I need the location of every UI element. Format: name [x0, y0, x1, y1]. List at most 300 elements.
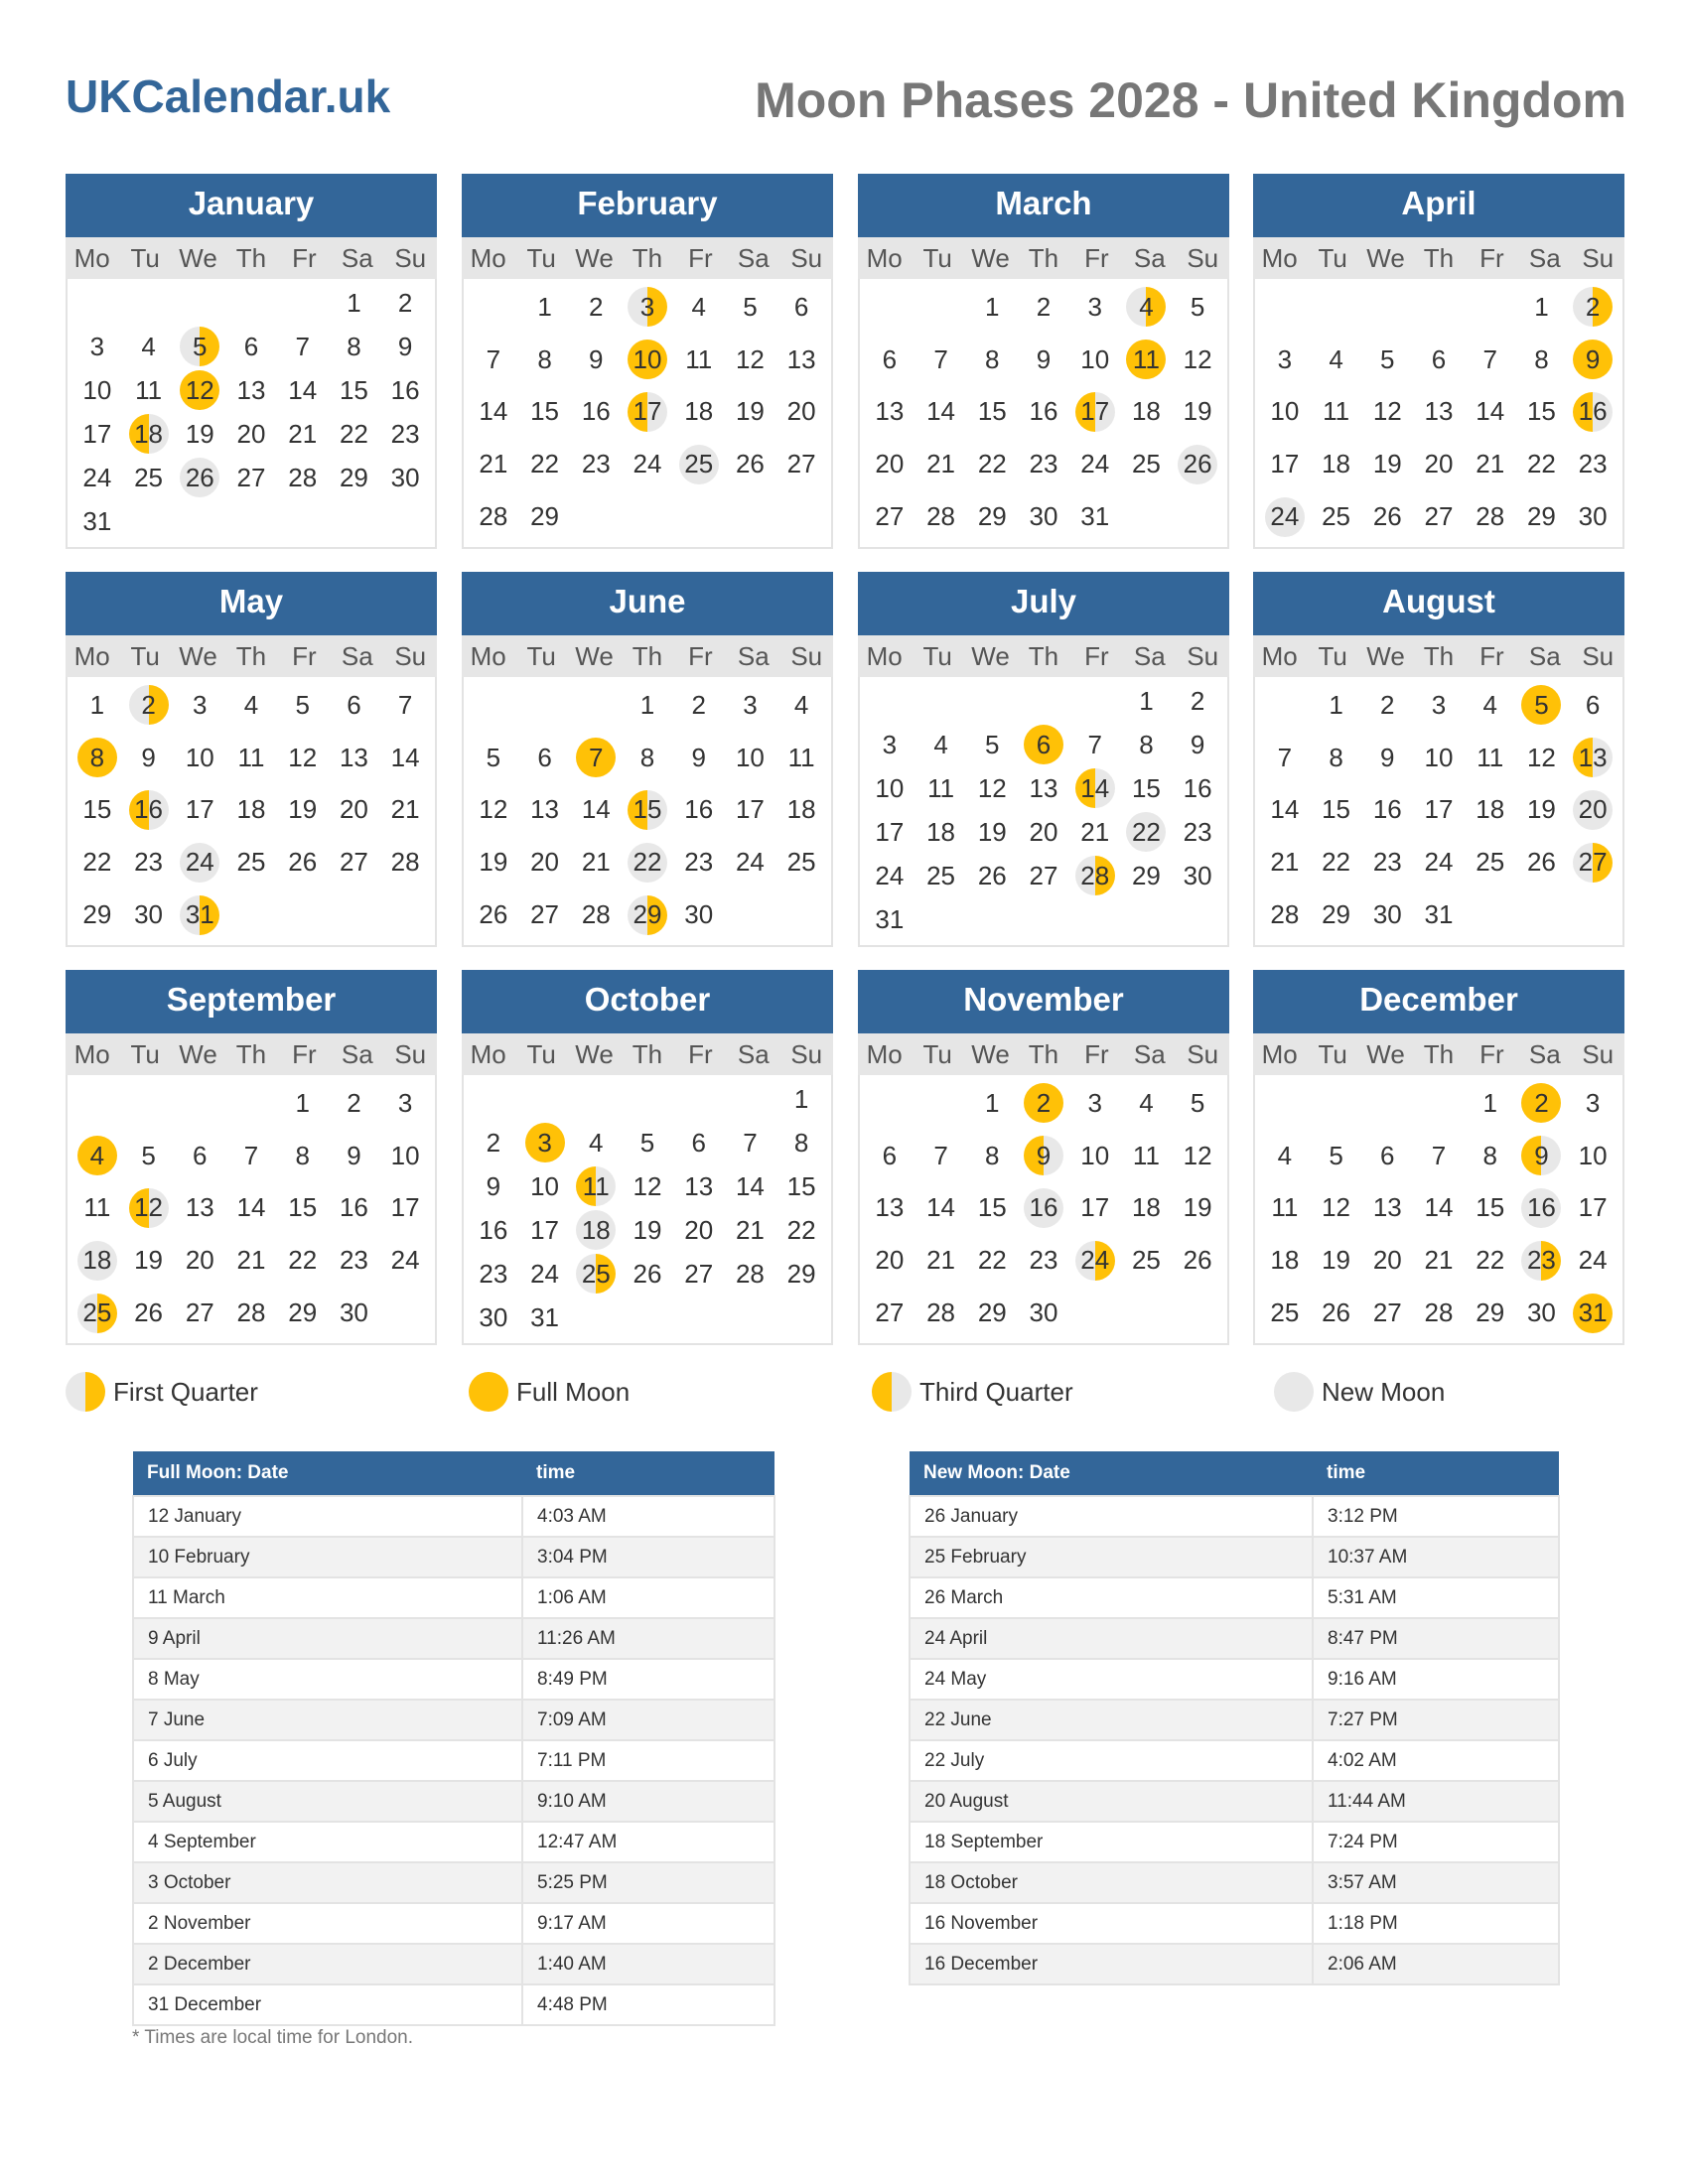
day-number: 19 — [633, 1214, 662, 1245]
day-number: 11 — [83, 1192, 111, 1223]
day-number: 22 — [1126, 812, 1166, 852]
day-number: 2 — [1036, 291, 1052, 322]
day-cell — [1069, 1130, 1121, 1182]
day-cell — [966, 766, 1018, 810]
time-cell: 9:16 AM — [1313, 1659, 1559, 1700]
weekday-label: Su — [394, 242, 427, 273]
day-cell — [71, 456, 123, 499]
day-cell — [174, 732, 225, 784]
legend-label: Third Quarter — [919, 1376, 1073, 1407]
day-number: 15 — [339, 374, 368, 405]
day-number: 13 — [530, 794, 560, 825]
time-cell: 12:47 AM — [522, 1822, 774, 1862]
table-row — [910, 1700, 1559, 1740]
day-cell — [966, 1287, 1018, 1339]
table-row — [910, 1537, 1559, 1577]
day-cell — [123, 325, 175, 368]
day-cell — [123, 368, 175, 412]
day-cell-new — [1121, 810, 1173, 854]
month-name: June — [462, 572, 833, 635]
day-cell — [174, 1182, 225, 1235]
day-cell — [725, 1164, 776, 1208]
day-cell — [725, 836, 776, 888]
day-number: 11 — [1126, 340, 1166, 379]
time-cell: 1:06 AM — [522, 1577, 774, 1618]
column-header: Full Moon: Date — [133, 1451, 522, 1496]
day-number: 17 — [185, 794, 214, 825]
day-number: 3 — [1277, 343, 1293, 374]
day-cell — [379, 412, 431, 456]
day-number: 15 — [288, 1192, 318, 1223]
day-cell-tq — [622, 386, 673, 439]
day-number: 16 — [1372, 794, 1402, 825]
day-number: 28 — [288, 462, 318, 492]
weekday-label: Fr — [292, 1038, 317, 1069]
day-cell — [1018, 854, 1069, 897]
day-number: 17 — [530, 1214, 560, 1245]
day-cell — [1121, 1182, 1173, 1235]
day-number: 13 — [875, 396, 905, 427]
weekday-label: Mo — [1261, 1038, 1298, 1069]
day-cell-full — [622, 334, 673, 386]
day-number: 2 — [1521, 1083, 1561, 1123]
day-number: 30 — [390, 462, 420, 492]
day-number: 15 — [628, 790, 667, 830]
day-cell — [519, 836, 571, 888]
day-cell — [864, 490, 915, 543]
weekday-header — [462, 635, 833, 677]
day-cell — [225, 1234, 277, 1287]
day-cell-tq — [1069, 386, 1121, 439]
day-number: 27 — [185, 1297, 214, 1328]
weekday-label: Tu — [526, 242, 556, 273]
day-cell — [1259, 334, 1311, 386]
day-cell — [123, 732, 175, 784]
site-logo[interactable]: UKCalendar.uk — [66, 70, 391, 122]
day-grid — [1255, 279, 1622, 545]
day-cell — [519, 1208, 571, 1252]
day-cell — [1516, 281, 1568, 334]
date-cell: 8 May — [133, 1659, 522, 1700]
table-row — [910, 1659, 1559, 1700]
day-cell — [915, 1130, 967, 1182]
day-cell — [1259, 438, 1311, 490]
day-cell — [1567, 438, 1618, 490]
day-cell — [1172, 386, 1223, 439]
day-number: 11 — [787, 742, 815, 772]
day-number: 16 — [1029, 396, 1058, 427]
day-cell — [1465, 490, 1516, 543]
day-number: 23 — [339, 1245, 368, 1276]
weekday-label: Th — [632, 640, 663, 671]
day-number: 21 — [479, 449, 508, 479]
day-number: 8 — [985, 343, 1000, 374]
weekday-label: Sa — [1133, 640, 1166, 671]
day-cell-new — [1259, 490, 1311, 543]
day-number: 26 — [180, 458, 219, 497]
day-cell — [1361, 732, 1413, 784]
day-grid — [68, 1075, 435, 1341]
day-number: 10 — [1578, 1140, 1608, 1170]
day-number: 21 — [288, 418, 318, 449]
day-number: 23 — [1029, 449, 1058, 479]
month-october — [462, 970, 833, 1345]
day-cell — [622, 1252, 673, 1296]
time-cell: 1:40 AM — [522, 1944, 774, 1984]
day-number: 18 — [1270, 1245, 1300, 1276]
day-cell-tq — [1567, 732, 1618, 784]
weekday-label: We — [575, 242, 614, 273]
day-number: 2 — [486, 1127, 501, 1158]
weekday-label: We — [1366, 640, 1405, 671]
day-cell-tq — [123, 412, 175, 456]
day-cell — [1413, 732, 1465, 784]
day-number: 19 — [134, 1245, 164, 1276]
day-cell-new — [174, 456, 225, 499]
day-cell — [1018, 490, 1069, 543]
day-cell-full — [519, 1121, 571, 1164]
day-number: 9 — [1573, 340, 1613, 379]
weekday-header — [462, 237, 833, 279]
day-cell — [1465, 1077, 1516, 1130]
day-number: 30 — [1526, 1297, 1556, 1328]
day-number: 31 — [180, 895, 219, 935]
day-number: 6 — [1585, 689, 1601, 720]
time-cell: 8:49 PM — [522, 1659, 774, 1700]
day-number: 18 — [576, 1210, 616, 1250]
day-cell — [329, 412, 380, 456]
day-grid — [1255, 677, 1622, 943]
day-number: 25 — [1270, 1297, 1300, 1328]
new-moon-table — [909, 1451, 1560, 1985]
day-number: 13 — [339, 742, 368, 772]
day-cell — [277, 784, 329, 837]
day-number: 28 — [390, 847, 420, 878]
day-number: 4 — [1277, 1140, 1293, 1170]
day-cell — [379, 325, 431, 368]
time-cell: 8:47 PM — [1313, 1618, 1559, 1659]
day-cell — [1413, 679, 1465, 732]
day-number: 15 — [977, 396, 1007, 427]
day-number: 26 — [1322, 1297, 1351, 1328]
day-cell — [1361, 1234, 1413, 1287]
weekday-label: Th — [632, 1038, 663, 1069]
day-cell — [71, 679, 123, 732]
day-cell — [1121, 1077, 1173, 1130]
day-cell — [1361, 836, 1413, 888]
day-number: 13 — [1424, 396, 1454, 427]
day-number: 5 — [1521, 685, 1561, 725]
weekday-label: Fr — [1084, 242, 1109, 273]
day-cell — [277, 1234, 329, 1287]
weekday-header — [1253, 635, 1624, 677]
weekday-label: Th — [1028, 242, 1059, 273]
day-cell — [915, 1182, 967, 1235]
day-cell — [673, 784, 725, 837]
day-number: 9 — [347, 1140, 361, 1170]
day-cell — [329, 325, 380, 368]
day-cell-full — [1018, 1077, 1069, 1130]
day-cell — [329, 732, 380, 784]
day-cell — [673, 836, 725, 888]
day-cell — [775, 438, 827, 490]
day-cell — [1121, 854, 1173, 897]
weekday-label: Tu — [526, 640, 556, 671]
month-name: November — [858, 970, 1229, 1033]
weekday-header — [1253, 1033, 1624, 1075]
day-cell — [1018, 810, 1069, 854]
day-number: 9 — [1036, 343, 1052, 374]
day-grid — [464, 279, 831, 545]
day-number: 27 — [1029, 860, 1058, 890]
day-number: 8 — [1139, 729, 1154, 759]
day-number: 14 — [390, 742, 420, 772]
day-number: 2 — [129, 685, 169, 725]
day-number: 6 — [347, 689, 361, 720]
day-cell — [622, 1208, 673, 1252]
day-number: 12 — [129, 1188, 169, 1228]
month-name: September — [66, 970, 437, 1033]
day-cell — [1413, 334, 1465, 386]
day-number: 10 — [390, 1140, 420, 1170]
day-number: 16 — [129, 790, 169, 830]
time-cell: 5:31 AM — [1313, 1577, 1559, 1618]
day-number: 30 — [684, 899, 714, 930]
day-cell — [673, 1121, 725, 1164]
day-number: 12 — [633, 1170, 662, 1201]
day-number: 6 — [1431, 343, 1447, 374]
day-number: 8 — [295, 1140, 310, 1170]
weekday-label: Su — [1582, 640, 1615, 671]
day-cell — [915, 490, 967, 543]
day-number: 22 — [1322, 847, 1351, 878]
day-cell — [725, 334, 776, 386]
day-number: 24 — [875, 860, 905, 890]
day-number: 25 — [576, 1254, 616, 1294]
day-cell — [864, 1234, 915, 1287]
day-number: 26 — [1372, 501, 1402, 532]
day-cell — [123, 836, 175, 888]
day-number: 15 — [530, 396, 560, 427]
weekday-label: Fr — [1479, 242, 1504, 273]
day-cell — [277, 368, 329, 412]
day-cell — [673, 334, 725, 386]
day-number: 18 — [786, 794, 816, 825]
day-cell — [915, 810, 967, 854]
day-number: 25 — [134, 462, 164, 492]
date-cell: 2 December — [133, 1944, 522, 1984]
day-cell — [225, 1287, 277, 1339]
day-cell — [1018, 1234, 1069, 1287]
weekday-label: Tu — [130, 1038, 160, 1069]
page-title: Moon Phases 2028 - United Kingdom — [755, 72, 1626, 128]
day-cell — [277, 1182, 329, 1235]
day-number: 3 — [1087, 291, 1102, 322]
day-number: 23 — [684, 847, 714, 878]
day-number: 15 — [1526, 396, 1556, 427]
day-number: 28 — [479, 501, 508, 532]
day-number: 6 — [793, 291, 809, 322]
day-cell — [673, 679, 725, 732]
weekday-label: Fr — [688, 1038, 713, 1069]
day-number: 13 — [185, 1192, 214, 1223]
day-cell — [570, 386, 622, 439]
day-cell — [1311, 888, 1362, 941]
day-number: 22 — [977, 449, 1007, 479]
day-number: 14 — [581, 794, 611, 825]
day-cell — [966, 854, 1018, 897]
day-number: 6 — [537, 742, 552, 772]
day-number: 22 — [530, 449, 560, 479]
day-number: 6 — [1024, 725, 1063, 764]
day-cell — [725, 732, 776, 784]
day-number: 8 — [639, 742, 655, 772]
weekday-label: Sa — [1133, 242, 1166, 273]
day-cell — [71, 1182, 123, 1235]
weekday-header — [858, 237, 1229, 279]
day-grid — [464, 1075, 831, 1341]
table-row — [133, 1618, 774, 1659]
day-number: 4 — [141, 331, 156, 361]
day-cell — [468, 836, 519, 888]
day-cell — [1259, 888, 1311, 941]
day-cell — [1069, 438, 1121, 490]
day-cell — [1172, 679, 1223, 723]
day-cell — [123, 1130, 175, 1182]
weekday-label: Su — [790, 640, 823, 671]
day-number: 20 — [1424, 449, 1454, 479]
day-cell — [123, 888, 175, 941]
day-number: 13 — [236, 374, 266, 405]
day-cell — [468, 1121, 519, 1164]
day-number: 25 — [1476, 847, 1505, 878]
weekday-label: Sa — [341, 640, 373, 671]
day-number: 4 — [1126, 287, 1166, 327]
day-cell — [519, 1164, 571, 1208]
day-number: 17 — [1270, 449, 1300, 479]
table-row — [133, 1903, 774, 1944]
month-may — [66, 572, 437, 947]
day-cell — [864, 1287, 915, 1339]
day-grid — [464, 677, 831, 943]
day-cell — [468, 1252, 519, 1296]
day-number: 21 — [236, 1245, 266, 1276]
weekday-label: Mo — [470, 242, 506, 273]
day-number: 14 — [926, 396, 956, 427]
day-grid — [860, 279, 1227, 545]
day-number: 4 — [1139, 1087, 1154, 1118]
day-cell — [225, 679, 277, 732]
day-cell — [570, 888, 622, 941]
day-number: 29 — [1322, 899, 1351, 930]
day-number: 18 — [77, 1241, 117, 1281]
day-cell — [775, 732, 827, 784]
day-number: 21 — [1270, 847, 1300, 878]
day-grid — [860, 1075, 1227, 1341]
day-cell — [329, 1287, 380, 1339]
weekday-label: Tu — [922, 640, 952, 671]
day-number: 1 — [985, 1087, 1000, 1118]
day-number: 1 — [347, 287, 361, 318]
day-cell — [1465, 438, 1516, 490]
day-number: 8 — [1482, 1140, 1497, 1170]
day-number: 17 — [82, 418, 112, 449]
day-cell — [864, 854, 915, 897]
table-row — [910, 1822, 1559, 1862]
day-cell — [225, 836, 277, 888]
day-number: 7 — [1431, 1140, 1447, 1170]
day-number: 26 — [134, 1297, 164, 1328]
table-row — [133, 1944, 774, 1984]
time-cell: 7:09 AM — [522, 1700, 774, 1740]
day-cell-tq — [1567, 386, 1618, 439]
day-cell — [1516, 386, 1568, 439]
day-number: 22 — [786, 1214, 816, 1245]
day-number: 16 — [1024, 1188, 1063, 1228]
day-cell-fq — [123, 679, 175, 732]
weekday-label: Th — [1423, 242, 1455, 273]
day-number: 7 — [243, 1140, 259, 1170]
day-cell — [225, 1182, 277, 1235]
day-number: 7 — [1482, 343, 1497, 374]
day-number: 24 — [530, 1258, 560, 1289]
date-cell: 7 June — [133, 1700, 522, 1740]
day-cell — [277, 679, 329, 732]
day-number: 22 — [288, 1245, 318, 1276]
day-number: 8 — [537, 343, 552, 374]
day-cell — [775, 1121, 827, 1164]
day-number: 1 — [295, 1087, 310, 1118]
day-cell — [277, 1287, 329, 1339]
day-number: 12 — [180, 370, 219, 410]
day-number: 14 — [288, 374, 318, 405]
day-number: 26 — [977, 860, 1007, 890]
day-cell — [966, 1077, 1018, 1130]
day-number: 20 — [875, 1245, 905, 1276]
day-number: 16 — [1521, 1188, 1561, 1228]
day-number: 11 — [1132, 1140, 1160, 1170]
day-cell — [277, 412, 329, 456]
day-number: 29 — [530, 501, 560, 532]
day-number: 4 — [793, 689, 809, 720]
day-number: 29 — [82, 899, 112, 930]
day-number: 18 — [1322, 449, 1351, 479]
day-cell-new — [1018, 1182, 1069, 1235]
day-number: 5 — [639, 1127, 655, 1158]
day-number: 26 — [735, 449, 765, 479]
day-number: 10 — [185, 742, 214, 772]
month-september — [66, 970, 437, 1345]
day-number: 12 — [479, 794, 508, 825]
day-cell — [775, 386, 827, 439]
day-number: 24 — [633, 449, 662, 479]
weekday-label: Fr — [1479, 1038, 1504, 1069]
day-cell — [864, 810, 915, 854]
day-cell-fq — [1567, 281, 1618, 334]
day-number: 13 — [786, 343, 816, 374]
day-number: 26 — [288, 847, 318, 878]
day-number: 13 — [1573, 738, 1613, 777]
day-grid — [68, 677, 435, 943]
weekday-label: Mo — [1261, 242, 1298, 273]
day-number: 29 — [1526, 501, 1556, 532]
day-number: 17 — [1075, 392, 1115, 432]
day-cell — [1311, 732, 1362, 784]
day-cell — [329, 1234, 380, 1287]
day-cell-full — [1018, 723, 1069, 766]
table-row — [133, 1740, 774, 1781]
day-cell — [570, 836, 622, 888]
